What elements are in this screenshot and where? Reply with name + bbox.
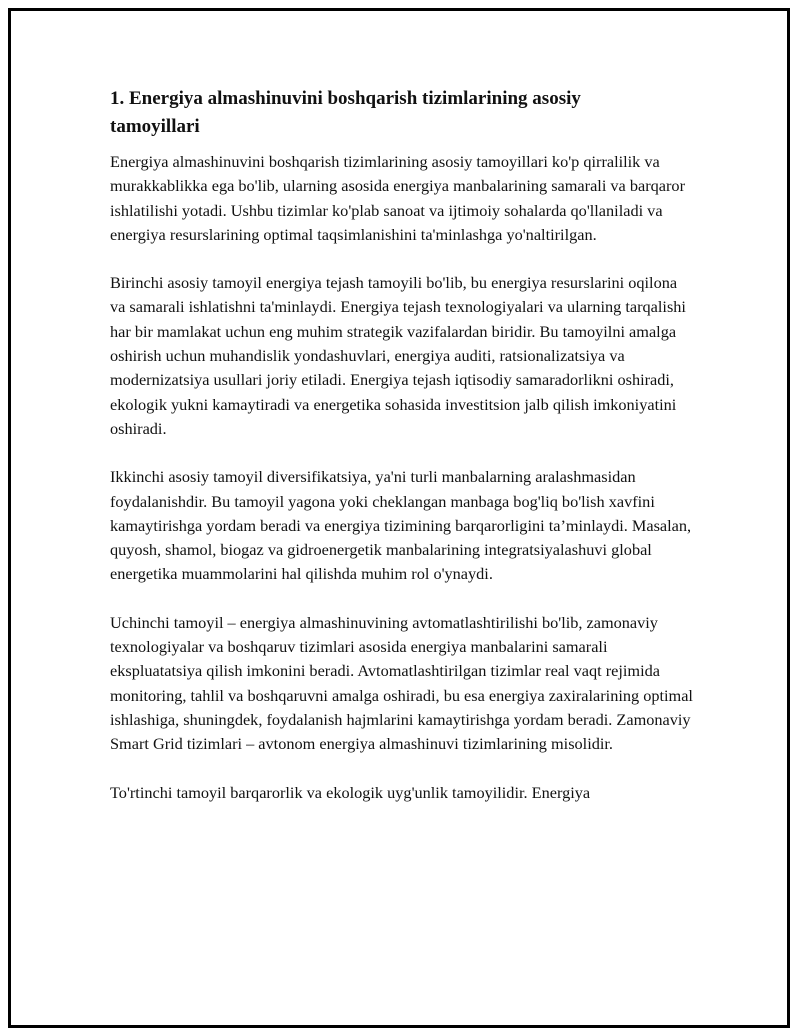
paragraph-intro: Energiya almashinuvini boshqarish tizimlarining asosiy tamoyillari ko'p qirralilik va murakkablikka ega bo'lib, ularning asosida energiya manbalarining samarali va barqaror ishlatilishi yotadi. Ushbu tizimlar ko'plab sanoat va ijtimoiy sohalarda qo'llaniladi va energiya resurslarining optimal taqsimlanishini ta'minlashga yo'naltirilgan.: [110, 152, 685, 244]
document-body: [110, 85, 700, 805]
paragraph-principle-2: Ikkinchi asosiy tamoyil diversifikatsiya, ya'ni turli manbalarning aralashmasidan foydalanishdir. Bu tamoyil yagona yoki cheklangan manbaga bog'liq bo'lish xavfini kamaytirishga yordam beradi va energiya tizimining barqarorligini ta’minlaydi. Masalan, quyosh, shamol, biogaz va gidroenergetik manbalarining integratsiyalashuvi global energetika muammolarini hal qilishda muhim rol o'ynaydi.: [110, 467, 692, 584]
section-heading: 1. Energiya almashinuvini boshqarish tizimlarining asosiy tamoyillari: [110, 88, 581, 137]
paragraph-principle-1: Birinchi asosiy tamoyil energiya tejash tamoyili bo'lib, bu energiya resurslarini oqilona va samarali ishlatishni ta'minlaydi. Energiya tejash texnologiyalari va ularning tarqalishi har bir mamlakat uchun eng muhim strategik vazifalardan biridir. Bu tamoyilni amalga oshirish uchun muhandislik yondashuvlari, energiya auditi, ratsionalizatsiya va modernizatsiya usullari joriy etiladi. Energiya tejash iqtisodiy samaradorlikni oshiradi, ekologik yukni kamaytiradi va energetika sohasida investitsion jalb qilish imkoniyatini oshiradi.: [110, 273, 686, 438]
paragraph-principle-4: To'rtinchi tamoyil barqarorlik va ekologik uyg'unlik tamoyilidir. Energiya: [110, 782, 591, 802]
paragraph-principle-3: Uchinchi tamoyil – energiya almashinuvining avtomatlashtirilishi bo'lib, zamonaviy texnologiyalar va boshqaruv tizimlari asosida energiya manbalarini samarali ekspluatatsiya qilish imkonini beradi. Avtomatlashtirilgan tizimlar real vaqt rejimida monitoring, tahlil va boshqaruvni amalga oshiradi, bu esa energiya zaxiralarining optimal ishlashiga, shuningdek, foydalanish hajmlarini kamaytirishga yordam beradi. Zamonaviy Smart Grid tizimlari – avtonom energiya almashinuvi tizimlarining misolidir.: [110, 612, 693, 754]
